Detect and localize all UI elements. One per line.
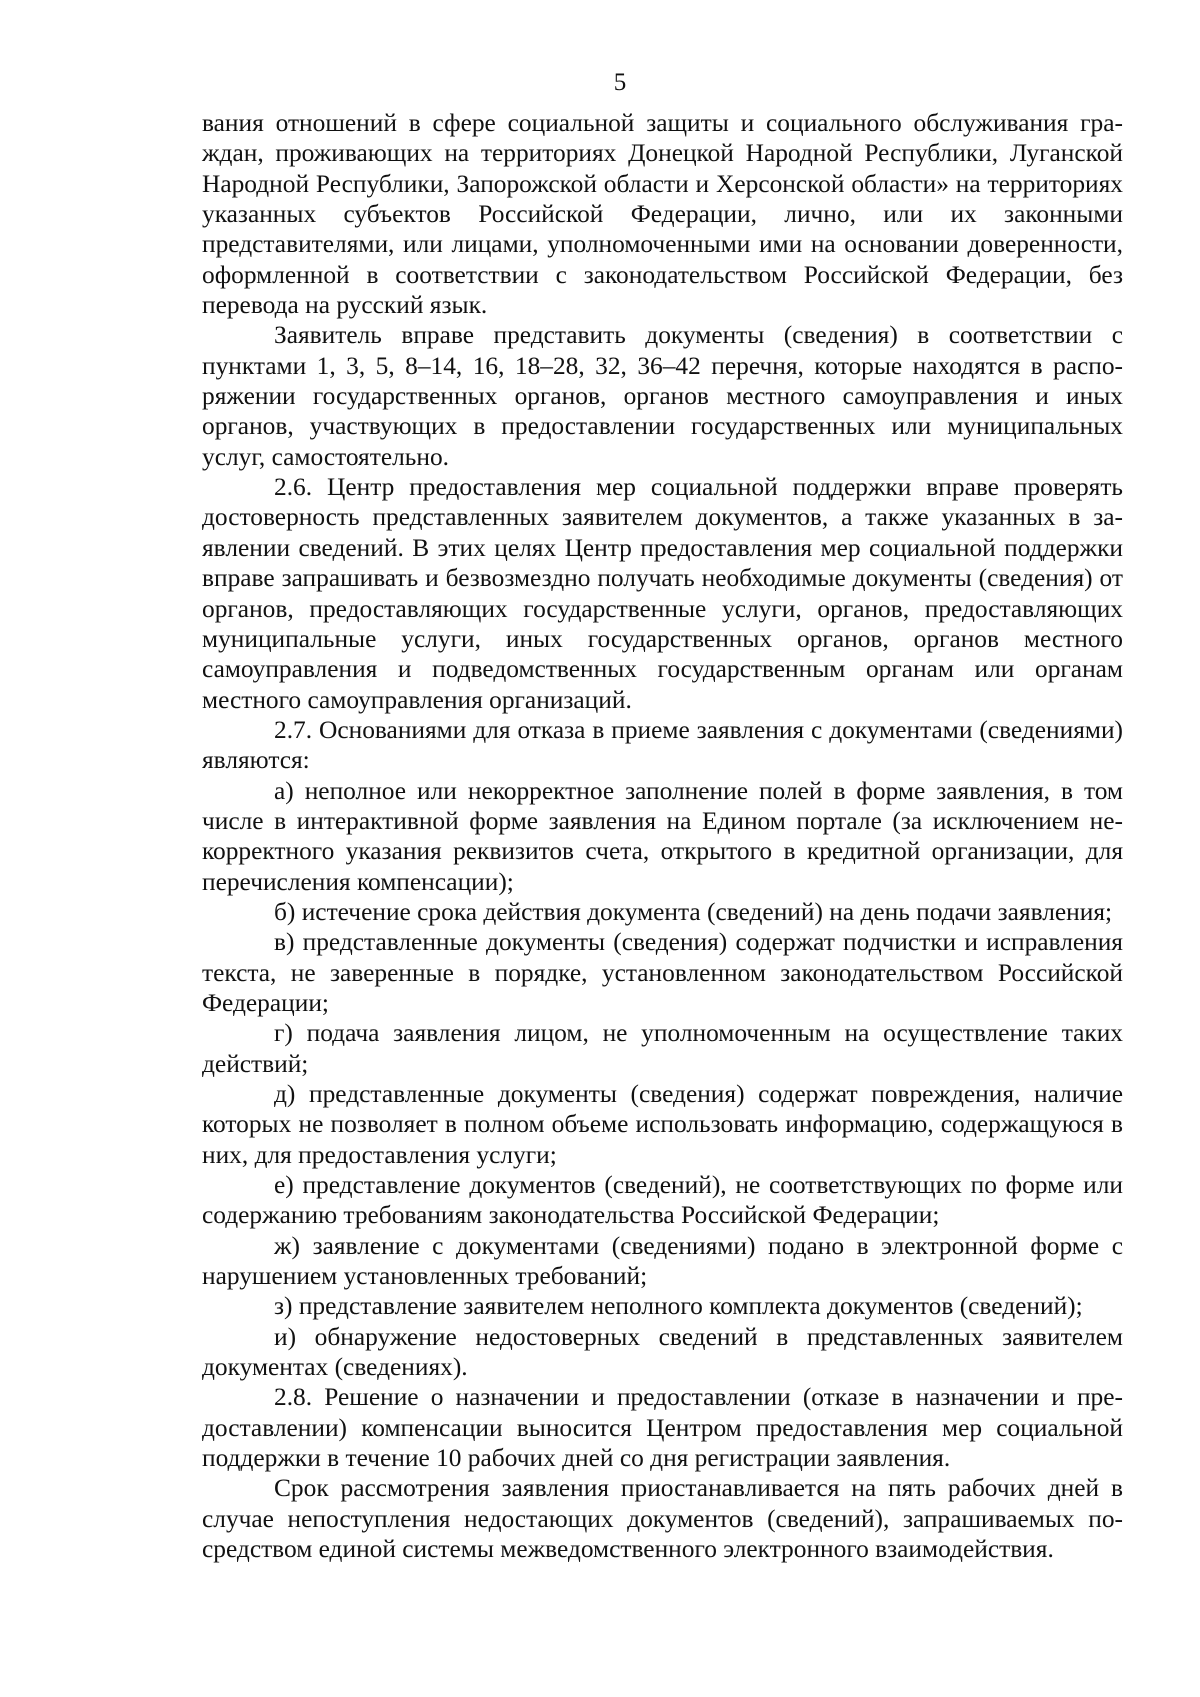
- list-item-zh: ж) заявление с документами (сведениями) подано в электронной форме с нарушением установленных требований;: [202, 1231, 1123, 1291]
- list-item-d: д) представленные документы (сведения) содержат повреждения, наличие которых не позволяет в полном объеме использовать информацию, содержащуюся в них, для предоставления услуги;: [202, 1080, 1123, 1169]
- list-item-z: з) представление заявителем неполного комплекта документов (сведений);: [274, 1292, 1083, 1321]
- list-item-e: е) представление документов (сведений), не соответствующих по форме или содержанию требованиям законодательства Российской Федерации;: [202, 1171, 1123, 1230]
- page-number: 5: [613, 69, 627, 96]
- paragraph-applicant-rights: Заявитель вправе представить документы (сведения) в соответствии с пунктами 1, 3, 5, 8–14, 16, 18–28, 32, 36–42 перечня, которые находятся в распоряжении государственных органов, органов местного самоуправления и иных органов, участвующих в предоставлении государственных или муниципальных услуг, самостоятельно.: [202, 321, 1123, 471]
- paragraph-continuation: вания отношений в сфере социальной защиты и социального обслуживания граждан, проживающих на территориях Донецкой Народной Республики, Луганской Народной Республики, Запорожской области и Херсонской области» на территориях указанных субъектов Российской Федерации, лично, или их законными представителями, или лицами, уполномоченными ими на основании доверенности, оформленной в соответствии с законодательством Российской Федерации, без перевода на русский язык.: [202, 109, 1123, 320]
- paragraph-2-7: 2.7. Основаниями для отказа в приеме заявления с документами (сведениями) являются:: [202, 715, 1123, 775]
- list-item-v: в) представленные документы (сведения) содержат подчистки и исправления текста, не заверенные в порядке, установленном законодательством Российской Федерации;: [202, 928, 1123, 1017]
- paragraph-2-8: 2.8. Решение о назначении и предоставлении (отказе в назначении и предоставлении) компенсации выносится Центром предоставления мер социальной поддержки в течение 10 рабочих дней со дня регистрации заявления.: [202, 1383, 1123, 1473]
- list-item-b: б) истечение срока действия документа (сведений) на день подачи заявления;: [274, 897, 1113, 926]
- list-item-g: г) подача заявления лицом, не уполномоченным на осуществление таких действий;: [202, 1019, 1123, 1078]
- list-item-a: а) неполное или некорректное заполнение полей в форме заявления, в том числе в интерактивной форме заявления на Едином портале (за исключением некорректного указания реквизитов счета, открытого в кредитной организации, для перечисления компенсации);: [202, 776, 1123, 896]
- paragraph-review-period: Срок рассмотрения заявления приостанавливается на пять рабочих дней в случае непоступления недостающих документов (сведений), запрашиваемых посредством единой системы межведомственного электронного взаимодействия.: [202, 1474, 1123, 1564]
- list-item-i: и) обнаружение недостоверных сведений в представленных заявителем документах (сведениях).: [202, 1322, 1123, 1382]
- paragraph-2-6: 2.6. Центр предоставления мер социальной поддержки вправе проверять достоверность представленных заявителем документов, а также указанных в заявлении сведений. В этих целях Центр предоставления мер социальной поддержки вправе запрашивать и безвозмездно получать необходимые документы (сведения) от органов, предоставляющих государственные услуги, органов, предоставляющих муниципальные услуги, иных государственных органов, органов местного самоуправления и подведомственных государственным органам или органам местного самоуправления организаций.: [202, 473, 1123, 714]
- document-body: [202, 108, 1123, 1565]
